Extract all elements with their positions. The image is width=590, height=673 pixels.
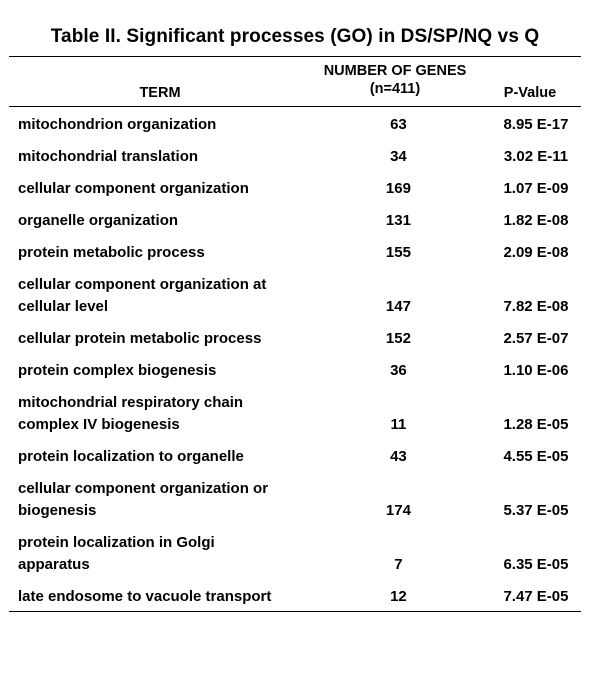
genes-cell: 43: [390, 448, 407, 465]
term-cell: protein metabolic process: [18, 244, 205, 261]
term-cell: cellular protein metabolic process: [18, 330, 262, 347]
table-row: [0, 172, 590, 204]
genes-cell: 63: [390, 116, 407, 133]
table-row: [0, 580, 590, 612]
genes-cell: 11: [390, 416, 407, 433]
term-cell: [0, 274, 305, 322]
header-genes-line1: NUMBER OF GENES: [323, 63, 467, 79]
genes-cell: 155: [385, 244, 411, 261]
p-value-cell: 4.55 E-05: [503, 448, 569, 465]
term-cell: cellular component organization: [18, 180, 249, 197]
header-term: TERM: [139, 85, 181, 101]
header-rule: [9, 106, 581, 107]
p-value-cell: 1.28 E-05: [503, 416, 569, 433]
genes-cell: 169: [385, 180, 411, 197]
term-cell: protein complex biogenesis: [18, 362, 217, 379]
p-value-cell: 1.10 E-06: [503, 362, 569, 379]
genes-cell: 12: [390, 588, 407, 605]
term-cell: [0, 532, 305, 580]
table-row: [0, 440, 590, 472]
table-title: Table II. Significant processes (GO) in DS/SP/NQ vs Q: [50, 26, 540, 47]
table-row: [0, 140, 590, 172]
genes-cell: 36: [390, 362, 407, 379]
genes-cell: 131: [385, 212, 411, 229]
table-row: [0, 236, 590, 268]
term-cell: mitochondrion organization: [18, 116, 217, 133]
table-row: [0, 204, 590, 236]
header-number-of-genes: [300, 62, 490, 98]
p-value-cell: 1.07 E-09: [503, 180, 569, 197]
table-row: [0, 322, 590, 354]
p-value-cell: 7.82 E-08: [503, 298, 569, 315]
term-cell: [0, 478, 305, 526]
term-cell: late endosome to vacuole transport: [18, 588, 272, 605]
term-line1: mitochondrial respiratory chain: [18, 394, 244, 411]
p-value-cell: 1.82 E-08: [503, 212, 569, 229]
term-line2: apparatus: [18, 556, 90, 573]
term-line2: biogenesis: [18, 502, 97, 519]
p-value-cell: 6.35 E-05: [503, 556, 569, 573]
p-value-cell: 2.57 E-07: [503, 330, 569, 347]
table-row: [0, 386, 590, 440]
p-value-cell: 5.37 E-05: [503, 502, 569, 519]
term-line2: complex IV biogenesis: [18, 416, 180, 433]
table-row: [0, 268, 590, 322]
genes-cell: 7: [394, 556, 403, 573]
genes-cell: 147: [385, 298, 411, 315]
p-value-cell: 7.47 E-05: [503, 588, 569, 605]
table-body: [0, 108, 590, 612]
term-cell: protein localization to organelle: [18, 448, 244, 465]
top-rule: [9, 56, 581, 57]
genes-cell: 152: [385, 330, 411, 347]
header-genes-line2: (n=411): [369, 81, 421, 97]
table-row: [0, 472, 590, 526]
p-value-cell: 8.95 E-17: [503, 116, 569, 133]
term-line1: cellular component organization at: [18, 276, 267, 293]
genes-cell: 174: [385, 502, 411, 519]
bottom-rule: [9, 611, 581, 612]
term-line2: cellular level: [18, 298, 109, 315]
table-row: [0, 526, 590, 580]
genes-cell: 34: [390, 148, 407, 165]
term-cell: [0, 392, 305, 440]
table-row: [0, 354, 590, 386]
term-cell: organelle organization: [18, 212, 179, 229]
term-line1: cellular component organization or: [18, 480, 269, 497]
table-row: [0, 108, 590, 140]
p-value-cell: 3.02 E-11: [503, 148, 569, 165]
term-line1: protein localization in Golgi: [18, 534, 215, 551]
p-value-cell: 2.09 E-08: [503, 244, 569, 261]
term-cell: mitochondrial translation: [18, 148, 199, 165]
header-p-value: P-Value: [503, 85, 557, 101]
